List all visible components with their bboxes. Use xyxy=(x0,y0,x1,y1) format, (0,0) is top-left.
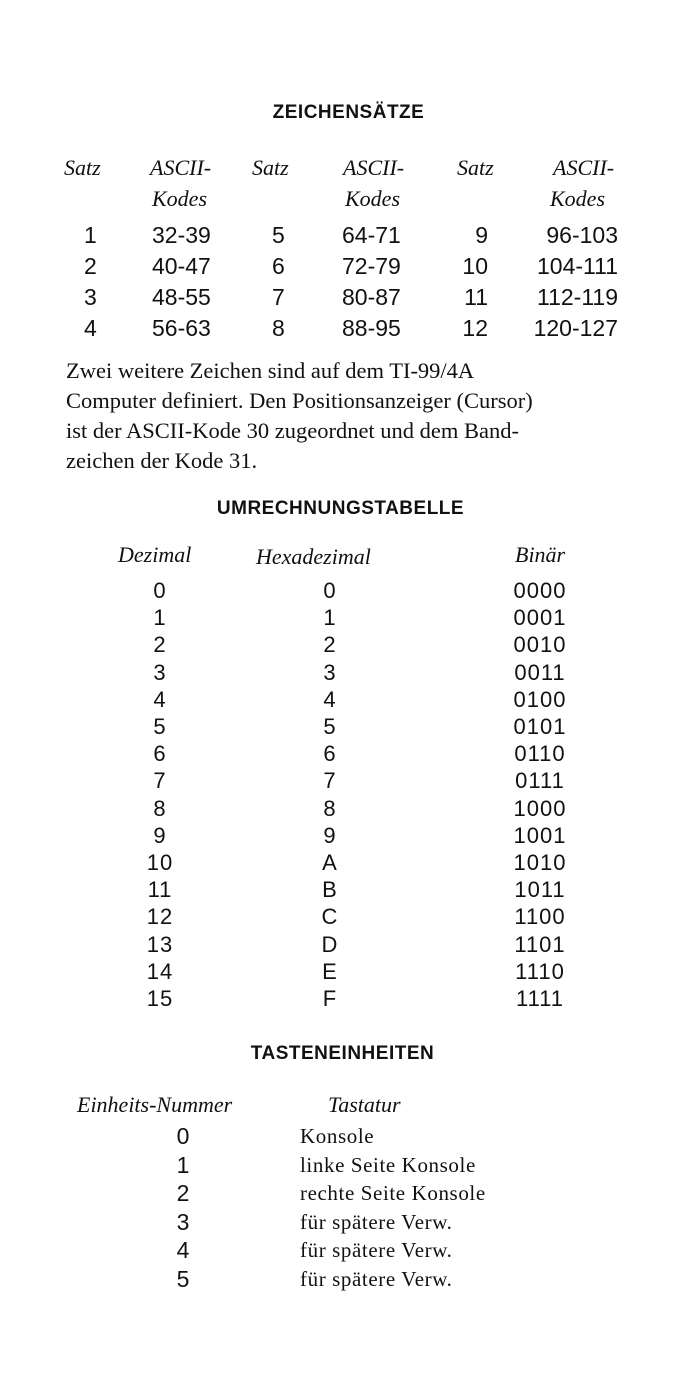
decimal-value: 9 xyxy=(153,822,167,848)
hex-value: B xyxy=(322,877,338,903)
paragraph-line: ist der ASCII-Kode 30 zugeordnet und dem Band- xyxy=(66,418,520,443)
ascii-range: 40-47 xyxy=(152,253,211,279)
binary-value: 1101 xyxy=(514,931,566,957)
header-ascii-3-line1: ASCII- xyxy=(553,155,615,180)
decimal-value: 3 xyxy=(153,659,167,685)
hex-value: 0 xyxy=(323,578,337,603)
satz-number: 4 xyxy=(84,315,97,341)
header-ascii-1-line1: ASCII- xyxy=(150,155,212,180)
header-satz-1: Satz xyxy=(64,155,101,180)
binary-value: 1111 xyxy=(515,986,565,1011)
hex-value: 8 xyxy=(323,795,337,821)
satz-number: 10 xyxy=(462,253,488,279)
decimal-value: 13 xyxy=(146,931,174,957)
tasteneinheiten-title: TASTENEINHEITEN xyxy=(250,1043,435,1064)
satz-number: 2 xyxy=(84,253,97,279)
decimal-value: 14 xyxy=(146,958,174,984)
header-satz-3: Satz xyxy=(457,155,494,180)
zeichensaetze-title: ZEICHENSÄTZE xyxy=(272,102,425,123)
keyboard-description: für spätere Verw. xyxy=(300,1209,453,1234)
unit-number: 0 xyxy=(176,1123,190,1149)
decimal-value: 7 xyxy=(153,768,167,794)
unit-number: 2 xyxy=(176,1180,190,1207)
binary-value: 0010 xyxy=(513,632,567,658)
binary-value: 1010 xyxy=(513,850,567,875)
binary-value: 0011 xyxy=(514,659,566,685)
satz-number: 9 xyxy=(475,222,488,248)
satz-number: 11 xyxy=(464,284,488,310)
ascii-range: 88-95 xyxy=(342,315,401,341)
ascii-range: 32-39 xyxy=(152,222,211,248)
binary-value: 1110 xyxy=(515,958,565,984)
hex-value: D xyxy=(321,931,339,957)
keyboard-description: Konsole xyxy=(300,1124,375,1148)
header-ascii-2-line1: ASCII- xyxy=(343,155,405,180)
decimal-value: 8 xyxy=(153,795,167,821)
header-satz-2: Satz xyxy=(252,155,289,180)
zeichensaetze-paragraph xyxy=(66,356,656,476)
hex-value: 2 xyxy=(323,632,337,658)
binary-value: 0101 xyxy=(513,714,567,739)
satz-number: 1 xyxy=(84,222,97,248)
umrechnung-title: UMRECHNUNGSTABELLE xyxy=(216,498,465,519)
hex-value: 6 xyxy=(323,741,337,767)
decimal-value: 10 xyxy=(146,850,174,875)
binary-value: 1000 xyxy=(513,795,567,821)
hex-value: F xyxy=(322,986,338,1011)
decimal-value: 6 xyxy=(153,741,167,767)
header-tastatur: Tastatur xyxy=(328,1092,401,1117)
header-einheits-nummer: Einheits-Nummer xyxy=(77,1092,233,1117)
header-ascii-1-line2: Kodes xyxy=(152,186,207,211)
decimal-value: 15 xyxy=(146,986,174,1011)
paragraph-line: zeichen der Kode 31. xyxy=(66,448,258,473)
header-dezimal: Dezimal xyxy=(118,542,192,567)
decimal-value: 2 xyxy=(153,632,167,658)
ascii-range: 56-63 xyxy=(152,315,211,341)
keyboard-description: für spätere Verw. xyxy=(300,1267,453,1291)
unit-number: 4 xyxy=(176,1237,190,1264)
ascii-range: 72-79 xyxy=(342,253,401,279)
unit-number: 5 xyxy=(176,1266,190,1292)
ascii-range: 64-71 xyxy=(342,222,401,248)
decimal-value: 0 xyxy=(153,578,167,603)
ascii-range: 120-127 xyxy=(533,315,618,341)
hex-value: A xyxy=(322,850,338,875)
header-ascii-3-line2: Kodes xyxy=(550,186,605,211)
decimal-value: 12 xyxy=(146,904,174,930)
hex-value: 7 xyxy=(323,768,337,794)
satz-number: 12 xyxy=(462,315,488,341)
binary-value: 0111 xyxy=(515,768,565,794)
hex-value: C xyxy=(321,904,339,930)
satz-number: 7 xyxy=(272,284,285,310)
binary-value: 0100 xyxy=(513,686,567,712)
header-ascii-2-line2: Kodes xyxy=(345,186,400,211)
ascii-range: 112-119 xyxy=(537,284,618,310)
keyboard-description: für spätere Verw. xyxy=(300,1238,453,1263)
hex-value: 5 xyxy=(323,714,337,739)
satz-number: 5 xyxy=(272,222,285,248)
satz-number: 6 xyxy=(272,253,285,279)
paragraph-line: Computer definiert. Den Positionsanzeiger (Cursor) xyxy=(66,388,533,413)
satz-number: 3 xyxy=(84,284,97,310)
binary-value: 1100 xyxy=(514,904,566,930)
binary-value: 0110 xyxy=(514,741,566,767)
satz-number: 8 xyxy=(272,315,285,341)
binary-value: 1011 xyxy=(514,877,566,903)
ascii-range: 96-103 xyxy=(546,222,618,248)
header-binaer: Binär xyxy=(515,542,566,567)
decimal-value: 5 xyxy=(153,714,167,739)
ascii-range: 80-87 xyxy=(342,284,401,310)
paragraph-line: Zwei weitere Zeichen sind auf dem TI-99/4A xyxy=(66,358,475,383)
keyboard-description: linke Seite Konsole xyxy=(300,1152,476,1177)
hex-value: 4 xyxy=(323,686,337,712)
binary-value: 0001 xyxy=(513,605,567,631)
unit-number: 1 xyxy=(176,1151,190,1178)
binary-value: 0000 xyxy=(513,578,567,603)
hex-value: 1 xyxy=(323,605,337,631)
header-hexadezimal: Hexadezimal xyxy=(256,544,371,569)
ascii-range: 48-55 xyxy=(152,284,211,310)
binary-value: 1001 xyxy=(513,822,567,848)
decimal-value: 4 xyxy=(153,686,167,712)
hex-value: E xyxy=(322,958,338,984)
decimal-value: 11 xyxy=(147,877,173,903)
ascii-range: 104-111 xyxy=(537,253,618,279)
hex-value: 3 xyxy=(323,659,337,685)
unit-number: 3 xyxy=(176,1208,190,1235)
decimal-value: 1 xyxy=(153,605,167,631)
hex-value: 9 xyxy=(323,822,337,848)
keyboard-description: rechte Seite Konsole xyxy=(300,1181,486,1206)
